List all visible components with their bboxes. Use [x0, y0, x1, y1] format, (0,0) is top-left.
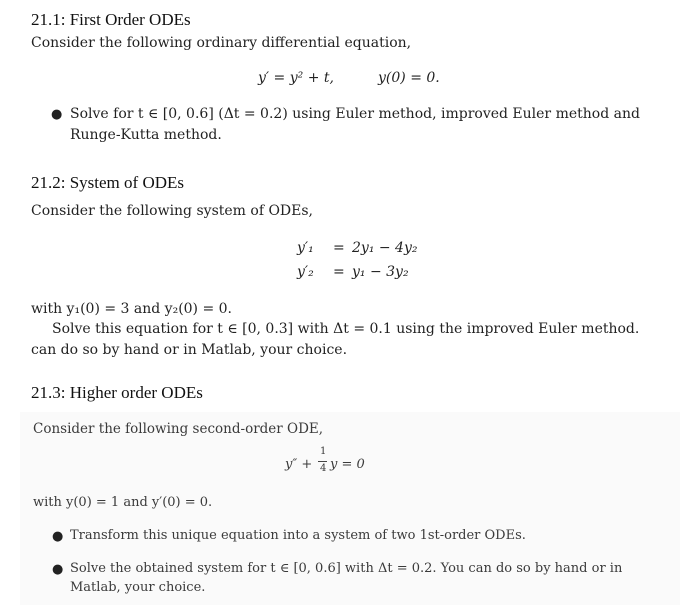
section2-instruction-line2: can do so by hand or in Matlab, your choice. — [31, 342, 348, 358]
system-eq1-equals: = — [333, 240, 345, 256]
section3-bullet2-line1: Solve the obtained system for t ∈ [0, 0.6] with Δt = 0.2. You can do so by hand or in — [70, 561, 623, 576]
section1-intro: Consider the following ordinary differential equation, — [31, 35, 412, 51]
section3-eq-left: y″ + — [285, 457, 313, 472]
fraction-bar — [318, 461, 327, 462]
section3-bullet1: Transform this unique equation into a system of two 1st-order ODEs. — [70, 528, 526, 543]
section1-bullet-line2: Runge-Kutta method. — [70, 127, 222, 143]
system-eq2-lhs: y′₂ — [297, 264, 314, 280]
section-heading-system: 21.2: System of ODEs — [31, 173, 184, 192]
section3-conditions: with y(0) = 1 and y′(0) = 0. — [33, 495, 213, 510]
section1-bullet-line1: Solve for t ∈ [0, 0.6] (Δt = 0.2) using Euler method, improved Euler method and — [70, 106, 640, 122]
bullet-icon: ● — [52, 562, 64, 577]
bullet-icon: ● — [51, 107, 63, 122]
section3-intro: Consider the following second-order ODE, — [33, 421, 324, 437]
section1-equation: y′ = y² + t, — [258, 70, 334, 86]
section3-bullet2-line2: Matlab, your choice. — [70, 580, 206, 595]
section3-eq-right: y = 0 — [330, 457, 365, 472]
section2-intro: Consider the following system of ODEs, — [31, 203, 314, 219]
section-heading-first-order: 21.1: First Order ODEs — [31, 10, 191, 29]
system-eq2-rhs: y₁ − 3y₂ — [352, 264, 409, 280]
system-eq1-lhs: y′₁ — [297, 240, 314, 256]
section1-initial-condition: y(0) = 0. — [378, 70, 440, 86]
system-eq1-rhs: 2y₁ − 4y₂ — [352, 240, 418, 256]
section2-conditions: with y₁(0) = 3 and y₂(0) = 0. — [31, 301, 233, 317]
section3-frac-numerator: 1 — [320, 446, 327, 457]
section2-instruction-line1: Solve this equation for t ∈ [0, 0.3] with Δt = 0.1 using the improved Euler method. — [52, 321, 640, 337]
section-heading-higher-order: 21.3: Higher order ODEs — [31, 383, 203, 402]
section3-frac-denominator: 4 — [320, 463, 327, 474]
system-eq2-equals: = — [333, 264, 345, 280]
bullet-icon: ● — [52, 529, 64, 544]
